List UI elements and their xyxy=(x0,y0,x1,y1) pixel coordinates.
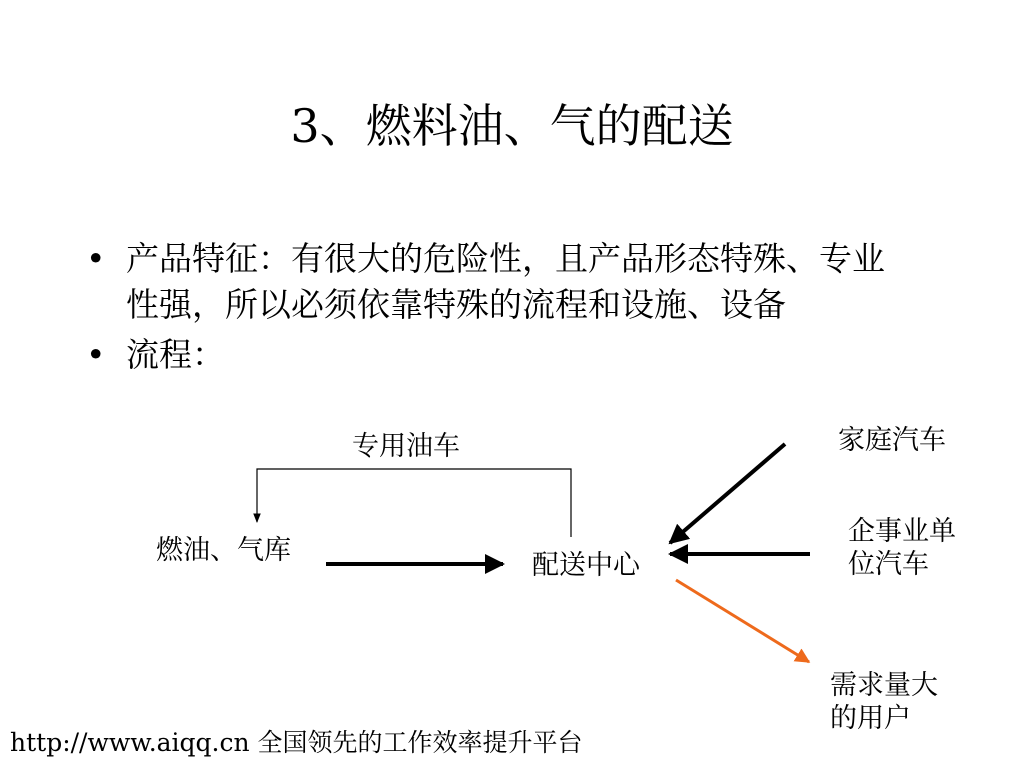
bullet-process xyxy=(86,332,906,378)
tanker-return-line xyxy=(257,469,571,537)
bullet-marker: • xyxy=(86,335,106,374)
bullet-text: 流程： xyxy=(126,335,225,374)
footer-url: http://www.aiqq.cn 全国领先的工作效率提升平台 xyxy=(10,728,583,757)
bullet-list xyxy=(86,236,906,382)
node-tanker: 专用油车 xyxy=(352,431,460,462)
household-car-arrow xyxy=(670,444,785,543)
node-large-user: 需求量大的用户 xyxy=(830,670,938,734)
node-household-car: 家庭汽车 xyxy=(838,425,946,456)
bullet-product-features xyxy=(86,236,906,328)
node-enterprise-car: 企事业单位汽车 xyxy=(848,516,956,580)
bullet-text: 产品特征：有很大的危险性，且产品形态特殊、专业性强，所以必须依靠特殊的流程和设施、设备 xyxy=(126,239,885,324)
center-to-large-user-arrow xyxy=(676,580,809,662)
slide-title: 3、燃料油、气的配送 xyxy=(290,99,734,153)
node-warehouse: 燃油、气库 xyxy=(156,535,291,566)
bullet-marker: • xyxy=(86,239,106,278)
node-distribution-center: 配送中心 xyxy=(532,550,640,581)
